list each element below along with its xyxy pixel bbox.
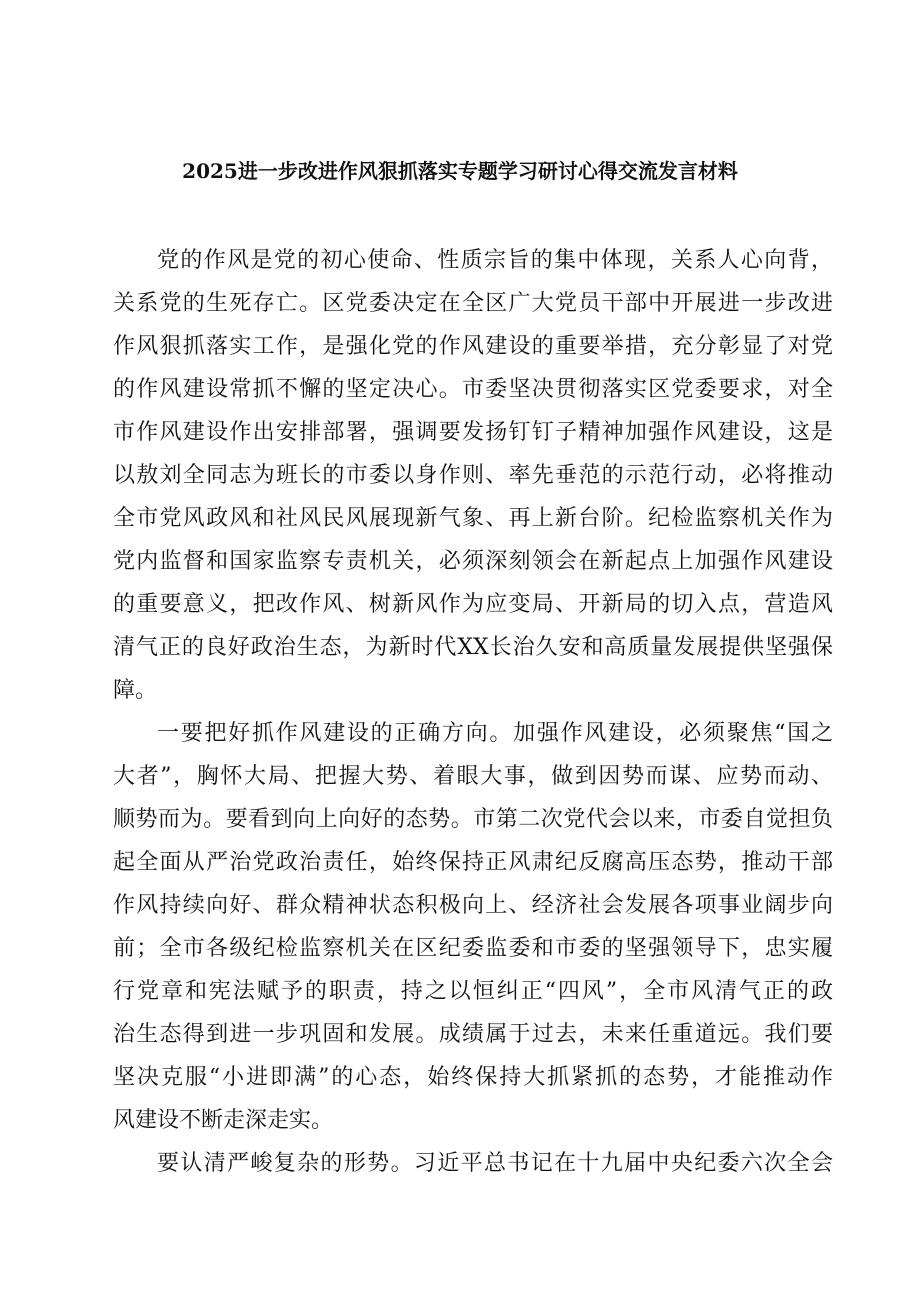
paragraph-line: 党的作风是党的初心使命、性质宗旨的集中体现，关系人心向背，	[157, 248, 833, 273]
paragraph-line: 起全面从严治党政治责任，始终保持正风肃纪反腐高压态势，推动干部	[113, 850, 833, 875]
paragraph	[113, 712, 833, 1142]
paragraph-line: 市作风建设作出安排部署，强调要发扬钉钉子精神加强作风建设，这是	[113, 420, 833, 445]
document-body	[113, 239, 833, 1185]
paragraph-line: 作风狠抓落实工作，是强化党的作风建设的重要举措，充分彰显了对党	[113, 334, 833, 359]
paragraph-line: 全市党风政风和社风民风展现新气象、再上新台阶。纪检监察机关作为	[113, 506, 833, 531]
paragraph-line: 一要把好抓作风建设的正确方向。加强作风建设，必须聚焦“国之	[157, 721, 833, 746]
paragraph-line: 坚决克服“小进即满”的心态，始终保持大抓紧抓的态势，才能推动作	[113, 1065, 833, 1090]
paragraph-line: 行党章和宪法赋予的职责，持之以恒纠正“四风”，全市风清气正的政	[113, 979, 833, 1004]
paragraph-line: 清气正的良好政治生态，为新时代XX长治久安和高质量发展提供坚强保	[113, 635, 833, 660]
paragraph-line: 要认清严峻复杂的形势。习近平总书记在十九届中央纪委六次全会	[157, 1151, 833, 1176]
paragraph-line: 作风持续向好、群众精神状态积极向上、经济社会发展各项事业阔步向	[113, 893, 833, 918]
paragraph-line: 的重要意义，把改作风、树新风作为应变局、开新局的切入点，营造风	[113, 592, 833, 617]
document-title: 2025进一步改进作风狠抓落实专题学习研讨心得交流发言材料	[182, 159, 738, 183]
paragraph-line: 的作风建设常抓不懈的坚定决心。市委坚决贯彻落实区党委要求，对全	[113, 377, 833, 402]
paragraph-line: 以敖刘全同志为班长的市委以身作则、率先垂范的示范行动，必将推动	[113, 463, 833, 488]
paragraph-line: 障。	[113, 678, 158, 703]
paragraph-line: 大者”，胸怀大局、把握大势、着眼大事，做到因势而谋、应势而动、	[113, 764, 833, 789]
paragraph-line: 前；全市各级纪检监察机关在区纪委监委和市委的坚强领导下，忠实履	[113, 936, 833, 961]
paragraph-line: 关系党的生死存亡。区党委决定在全区广大党员干部中开展进一步改进	[113, 291, 833, 316]
paragraph	[113, 1142, 833, 1185]
paragraph	[113, 239, 833, 712]
paragraph-line: 风建设不断走深走实。	[113, 1108, 334, 1133]
paragraph-line: 顺势而为。要看到向上向好的态势。市第二次党代会以来，市委自觉担负	[113, 807, 833, 832]
paragraph-line: 党内监督和国家监察专责机关，必须深刻领会在新起点上加强作风建设	[113, 549, 833, 574]
paragraph-line: 治生态得到进一步巩固和发展。成绩属于过去，未来任重道远。我们要	[113, 1022, 833, 1047]
